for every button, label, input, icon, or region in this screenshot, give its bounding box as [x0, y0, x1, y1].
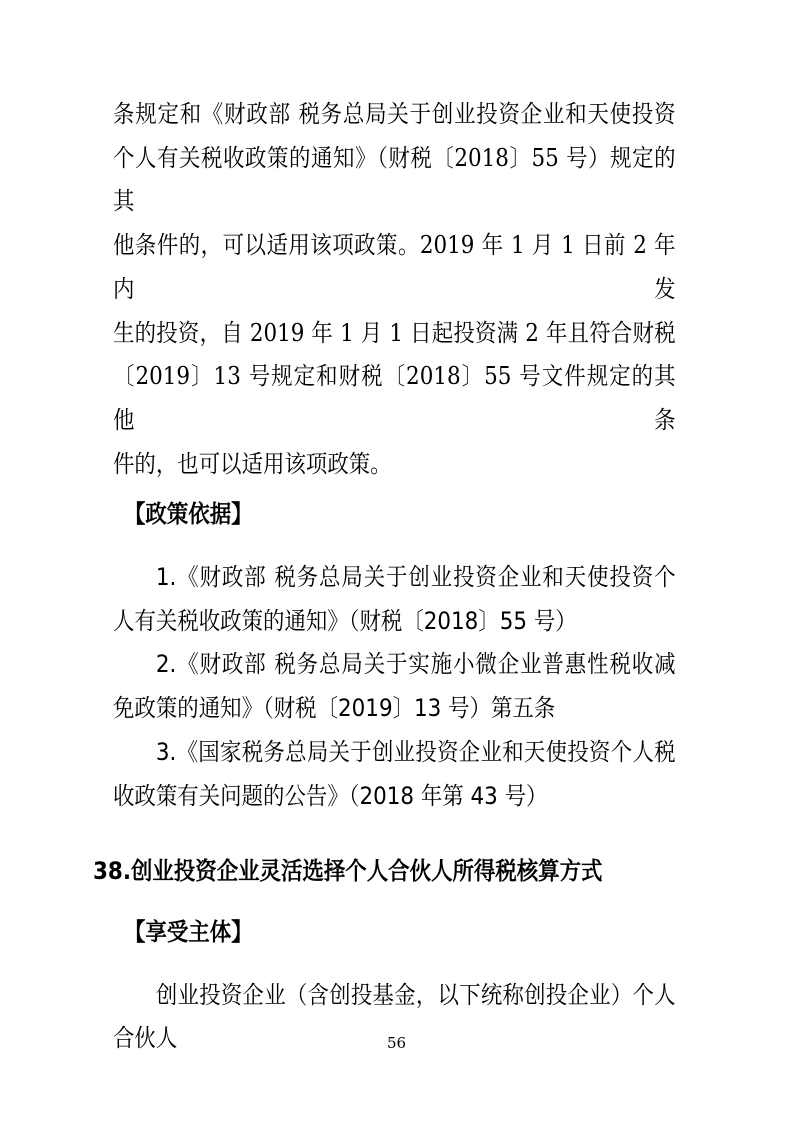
- policy-basis-list: [113, 556, 743, 818]
- section-38-heading: 38.创业投资企业灵活选择个人合伙人所得税核算方式: [93, 857, 603, 886]
- paragraph-line: 他条件的，可以适用该项政策。2019 年 1 月 1 日前 2 年内发: [113, 231, 676, 303]
- paragraph-line: 件的，也可以适用该项政策。: [113, 449, 392, 478]
- page-number: 56: [386, 1034, 407, 1052]
- list-item-2-line: 2.《财政部 税务总局关于实施小微企业普惠性税收减: [155, 650, 676, 679]
- subject-section: [113, 911, 743, 955]
- paragraph-line: 生的投资，自 2019 年 1 月 1 日起投资满 2 年且符合财税: [113, 318, 676, 347]
- list-item-2-line: 免政策的通知》（财税〔2019〕13 号）第五条: [113, 694, 556, 723]
- policy-basis-section: [113, 493, 743, 537]
- paragraph-line: 条规定和《财政部 税务总局关于创业投资企业和天使投资: [113, 100, 676, 128]
- paragraph-line: 个人有关税收政策的通知》（财税〔2018〕55 号）规定的其: [113, 143, 676, 216]
- subject-paragraph-line: 创业投资企业（含创投基金，以下统称创投企业）个人: [155, 980, 676, 1009]
- subject-header: 【享受主体】: [124, 917, 253, 946]
- paragraph-line: 〔2019〕13 号规定和财税〔2018〕55 号文件规定的其他条: [113, 362, 676, 434]
- list-item-1-line: 人有关税收政策的通知》（财税〔2018〕55 号）: [113, 606, 577, 635]
- paragraph-continued: [113, 93, 743, 486]
- policy-basis-header: 【政策依据】: [124, 500, 253, 529]
- text-column: [93, 93, 743, 1061]
- list-item-3-line: 收政策有关问题的公告》（2018 年第 43 号）: [113, 781, 548, 810]
- list-item-1-line: 1.《财政部 税务总局关于创业投资企业和天使投资个: [155, 563, 676, 592]
- subject-paragraph-line: 合伙人: [113, 1024, 178, 1053]
- list-item-3-line: 3.《国家税务总局关于创业投资企业和天使投资个人税: [155, 737, 676, 766]
